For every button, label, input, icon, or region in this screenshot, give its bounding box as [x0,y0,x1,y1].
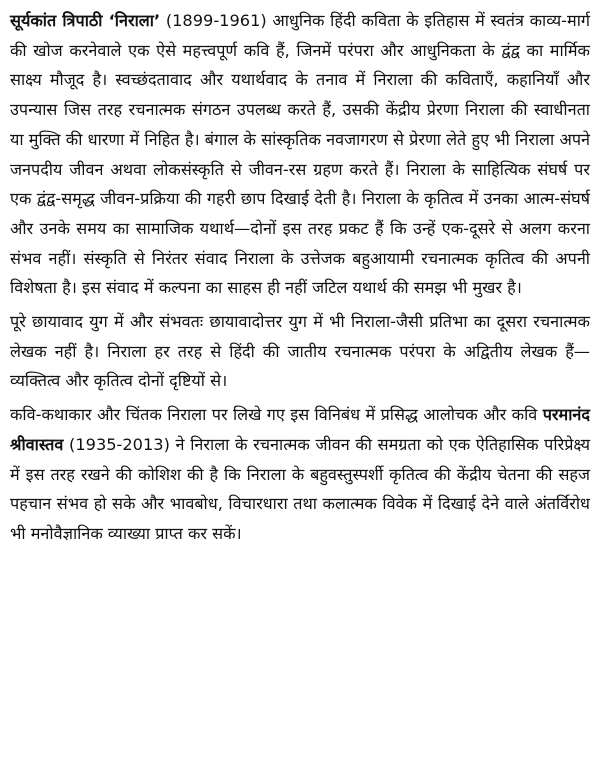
paragraph-2-text: पूरे छायावाद युग में और संभवतः छायावादोत्तर युग में भी निराला-जैसी प्रतिभा का दूसरा रचनात्मक लेखक नहीं है। निराला हर तरह से हिंदी की जातीय रचनात्मक परंपरा के अद्वितीय लेखक हैं—व्यक्तित्व और कृतित्व दोनों दृष्टियों से। [10,312,590,391]
paragraph-2 [10,307,590,396]
paragraph-3 [10,400,590,549]
author-name: सूर्यकांत त्रिपाठी ‘निराला’ [10,11,161,30]
critic-name: परमानंद श्रीवास्तव [10,405,590,454]
paragraph-3-text-end: (1935-2013) ने निराला के रचनात्मक जीवन की समग्रता को एक ऐतिहासिक परिप्रेक्ष्य में इस तरह रखने की कोशिश की है कि निराला के बहुवस्तुस्पर्शी कृतित्व की केंद्रीय चेतना की सहज पहचान संभव हो सके और भावबोध, विचारधारा तथा कलात्मक विवेक में दिखाई देने वाले अंतर्विरोध भी मनोवैज्ञानिक व्याख्या प्राप्त कर सकें। [10,434,590,543]
paragraph-1-text: (1899-1961) आधुनिक हिंदी कविता के इतिहास में स्वतंत्र काव्य-मार्ग की खोज करनेवाले एक ऐसे महत्त्वपूर्ण कवि हैं, जिनमें परंपरा और आधुनिकता के द्वंद्व का मार्मिक साक्ष्य मौजूद है। स्वच्छंदतावाद और यथार्थवाद के तनाव में निराला की कविताएँ, कहानियाँ और उपन्यास जिस तरह रचनात्मक संगठन उपलब्ध करते हैं, उसकी केंद्रीय प्रेरणा निराला की स्वाधीनता या मुक्ति की धारणा में निहित है। बंगाल के सांस्कृतिक नवजागरण से प्रेरणा लेते हुए भी निराला अपने जनपदीय जीवन अथवा लोकसंस्कृति से जीवन-रस ग्रहण करते हैं। निराला के साहित्यिक संघर्ष पर एक द्वंद्व-समृद्ध जीवन-प्रक्रिया की गहरी छाप दिखाई देती है। निराला के कृतित्व में उनका आत्म-संघर्ष और उनके समय का सामाजिक यथार्थ—दोनों इस तरह प्रकट हैं कि उन्हें एक-दूसरे से अलग करना संभव नहीं। संस्कृति से निरंतर संवाद निराला के उत्तेजक बहुआयामी रचनात्मक कृतित्व की अपनी विशेषता है। इस संवाद में कल्पना का साहस ही नहीं जटिल यथार्थ की समझ भी मुखर है। [10,11,590,298]
paragraph-3-text-start: कवि-कथाकार और चिंतक निराला पर लिखे गए इस विनिबंध में प्रसिद्ध आलोचक और कवि [10,405,543,425]
paragraph-1 [10,6,590,303]
